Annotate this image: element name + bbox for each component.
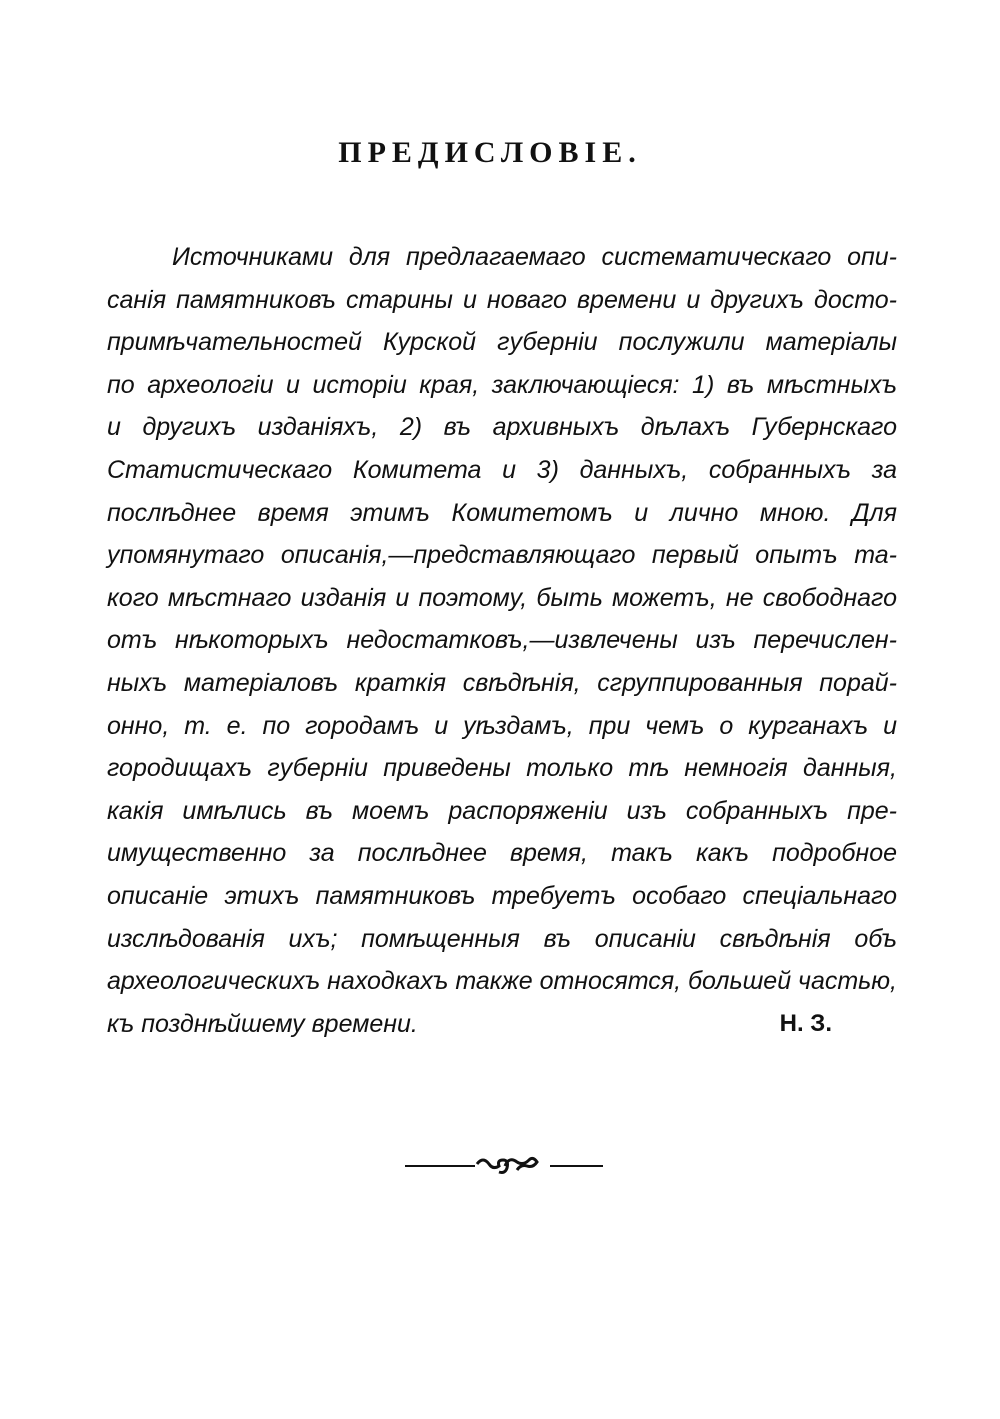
preface-text [107,236,897,1045]
author-signature: Н. З. [779,1009,832,1037]
text-line: упомянутаго описанія,—представляющаго первый опытъ та- [107,541,897,570]
text-line: археологическихъ находкахъ также относятся, большей частью, [107,967,897,996]
text-line: имущественно за послѣднее время, такъ какъ подробное [107,839,897,868]
text-line: и другихъ изданіяхъ, 2) въ архивныхъ дѣлахъ Губернскаго [107,413,897,442]
text-line: отъ нѣкоторыхъ недостатковъ,—извлечены изъ перечислен- [107,626,897,655]
text-line: Источниками для предлагаемаго систематическаго опи- [172,243,897,271]
text-line: санія памятниковъ старины и новаго времени и другихъ досто- [107,285,897,314]
page-title: ПРЕДИСЛОВІЕ. [338,136,642,169]
decorative-flourish-icon [405,1152,605,1176]
closing-text: къ позднѣйшему времени. [107,1009,418,1038]
text-line: по археологіи и исторіи края, заключающіеся: 1) въ мѣстныхъ [107,370,897,399]
text-line: какія имѣлись въ моемъ распоряженіи изъ собранныхъ пре- [107,796,897,825]
text-line-last [107,1003,897,1046]
text-line: ныхъ матеріаловъ краткія свѣдѣнія, сгруппированныя порай- [107,668,897,697]
text-line: послѣднее время этимъ Комитетомъ и лично мною. Для [107,498,897,527]
text-line: описаніе этихъ памятниковъ требуетъ особаго спеціальнаго [107,881,897,910]
text-line: Статистическаго Комитета и 3) данныхъ, собранныхъ за [107,455,897,484]
text-line: изслѣдованія ихъ; помѣщенныя въ описаніи свѣдѣнія объ [107,924,897,953]
text-line: кого мѣстнаго изданія и поэтому, быть можетъ, не свободнаго [107,583,897,612]
text-line: онно, т. е. по городамъ и уѣздамъ, при чемъ о курганахъ и [107,711,897,740]
text-line: городищахъ губерніи приведены только тѣ немногія данныя, [107,754,897,783]
text-line: примѣчательностей Курской губерніи послужили матеріалы [107,328,897,357]
